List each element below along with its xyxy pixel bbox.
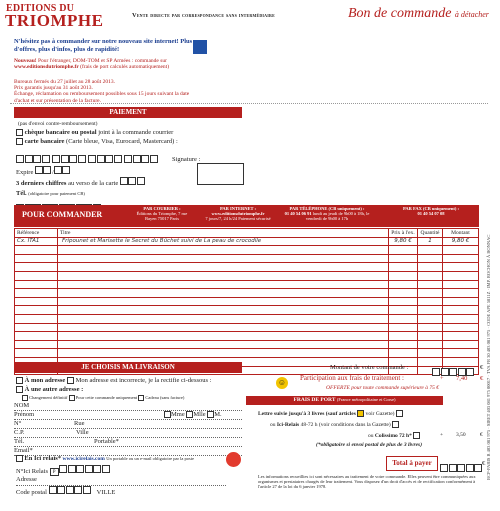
table-cell[interactable] [15, 254, 58, 263]
table-cell[interactable] [443, 280, 479, 289]
table-row [15, 332, 479, 341]
table-cell[interactable] [443, 297, 479, 306]
colissimo-checkbox[interactable] [413, 432, 420, 439]
colissimo-label: Colissimo 72 h* [374, 432, 412, 439]
table-cell[interactable] [58, 349, 389, 358]
order-only-checkbox[interactable] [69, 395, 75, 401]
tel-label2: Tél. [14, 438, 25, 445]
table-cell[interactable] [389, 349, 418, 358]
colissimo-value: 3,50 [456, 432, 466, 438]
table-cell[interactable] [15, 332, 58, 341]
signature-box[interactable] [197, 163, 244, 185]
cvv-row [16, 177, 145, 188]
table-cell[interactable] [443, 246, 479, 255]
smiley-icon: ☺ [277, 378, 287, 387]
row-qty[interactable]: 1 [418, 237, 443, 246]
table-cell[interactable] [15, 280, 58, 289]
intro-internet: N'hésitez pas à commander sur notre nouveau site internet! Plus d'offres, plus d'infos, plus de rapidité! [14, 38, 193, 53]
table-cell[interactable] [15, 263, 58, 272]
relais-option-row [270, 421, 399, 428]
logo-line1: EDITIONS DU [6, 3, 75, 14]
row-price[interactable]: 9,80 € [389, 237, 418, 246]
address-form [14, 402, 242, 456]
mail-info [132, 207, 192, 221]
relais-checkbox[interactable] [16, 455, 23, 462]
table-cell[interactable] [443, 349, 479, 358]
expiry-row [16, 166, 71, 177]
table-cell[interactable] [58, 340, 389, 349]
table-row [15, 263, 479, 272]
phone-info [282, 207, 372, 221]
check-label: chèque bancaire ou postal [24, 129, 97, 136]
table-cell[interactable] [15, 349, 58, 358]
table-row [15, 237, 479, 246]
table-cell[interactable] [389, 263, 418, 272]
signature-label: Signature : [172, 156, 201, 163]
other-address-label: À une autre adresse : [24, 386, 84, 393]
city-field[interactable] [14, 429, 242, 438]
table-row [15, 254, 479, 263]
relais-logo-icon [226, 452, 241, 467]
col-qty: Quantité [418, 229, 443, 238]
table-cell[interactable] [443, 314, 479, 323]
row-title[interactable]: Fripounet et Marisette le Secret du Bûchet suivi de La peau de crocodile [58, 237, 389, 246]
or-label-2: ou [368, 432, 374, 439]
address-type-row [22, 395, 184, 401]
card-checkbox[interactable] [16, 138, 23, 145]
tel-note: (obligatoire pour paiement CB) [28, 191, 85, 196]
intro-notes [14, 79, 204, 104]
shipping-heading [246, 396, 443, 405]
col-ref: Référence [15, 229, 58, 238]
table-cell[interactable] [443, 289, 479, 298]
table-cell[interactable] [443, 271, 479, 280]
table-cell[interactable] [418, 297, 443, 306]
table-cell[interactable] [389, 323, 418, 332]
nom-field[interactable] [14, 402, 242, 411]
table-cell[interactable] [418, 280, 443, 289]
email-label: Email* [14, 447, 33, 454]
handling-value: 7,40 [456, 375, 468, 382]
order-table-body [15, 237, 479, 375]
table-row [15, 289, 479, 298]
letter-note: voir Gazette) [365, 410, 395, 417]
civ-mlle: Mlle [193, 411, 206, 418]
order-only-label: Pour cette commande uniquement [75, 395, 138, 401]
phone-number: 01 40 54 06 91 [284, 210, 312, 216]
table-cell[interactable] [58, 263, 389, 272]
handling-offered: OFFERTE pour toute commande supérieure à 75 € [326, 385, 439, 391]
card-rest: (Carte bleue, Visa, Eurocard, Mastercard) : [66, 138, 178, 145]
civility-options[interactable] [164, 411, 222, 419]
novelty-text: Pour l'étranger, DOM-TOM et SP Armées : commande sur [38, 58, 167, 64]
ville2-label: VILLE [96, 489, 116, 496]
table-cell[interactable] [15, 289, 58, 298]
table-cell[interactable] [15, 297, 58, 306]
table-cell[interactable] [418, 289, 443, 298]
table-row [15, 271, 479, 280]
civ-mme: Mme [171, 411, 185, 418]
table-cell[interactable] [58, 280, 389, 289]
table-cell[interactable] [418, 314, 443, 323]
fax-number: 01 40 54 07 08 [417, 210, 445, 216]
table-row [15, 306, 479, 315]
my-address-row[interactable] [16, 377, 211, 385]
table-row [15, 314, 479, 323]
mail-address: Éditions du Triomphe, 7 rue Bayen 75017 Paris [136, 210, 188, 221]
table-cell[interactable] [443, 323, 479, 332]
relais-note: Un portable ou un e-mail obligatoire par la poste [106, 455, 194, 461]
table-row [15, 323, 479, 332]
table-cell[interactable] [389, 332, 418, 341]
table-cell[interactable] [389, 314, 418, 323]
table-cell[interactable] [418, 271, 443, 280]
relais-no-field[interactable]: P [50, 468, 111, 475]
letter-row [258, 410, 403, 417]
side-legal-text: BCP-PARIS B 403 081 975 · SIRET 403 081 975 00017 · TVA FR 30 403 081 975 · CODE APE 5811Z · IMP. ROCHON À BONNAC [486, 234, 491, 480]
delivery-heading: JE CHOISIS MA LIVRAISON [14, 362, 242, 373]
currency-4: € [482, 460, 486, 467]
table-cell[interactable] [15, 340, 58, 349]
check-checkbox[interactable] [16, 129, 23, 136]
relais-label: En Ici relais* [24, 454, 62, 462]
row-amount[interactable]: 9,80 € [443, 237, 479, 246]
table-cell[interactable] [389, 254, 418, 263]
check-option[interactable] [16, 129, 173, 137]
table-cell[interactable] [389, 340, 418, 349]
website-link[interactable]: www.editionsdutriomphe.fr [14, 64, 79, 71]
portable-label: Portable* [94, 438, 119, 445]
order-amount-field[interactable] [432, 363, 475, 381]
colissimo-sign: + [440, 432, 444, 438]
total-label: Total à payer [392, 459, 432, 467]
row-ref[interactable]: Cx. ITA1 [15, 237, 58, 246]
letter-checkbox[interactable] [396, 410, 403, 417]
other-address-row[interactable] [16, 386, 83, 394]
ville-label: Ville [76, 429, 89, 436]
table-cell[interactable] [15, 323, 58, 332]
table-cell[interactable] [15, 306, 58, 315]
incorrect-checkbox[interactable] [67, 377, 74, 384]
card-label: carte bancaire [24, 138, 65, 145]
table-cell[interactable] [389, 289, 418, 298]
my-address-label: À mon adresse [24, 377, 66, 384]
relais-no-row[interactable] [16, 465, 226, 476]
my-address-checkbox[interactable] [16, 377, 23, 384]
internet-info [202, 207, 274, 221]
table-cell[interactable] [389, 306, 418, 315]
currency-3: € [480, 432, 483, 438]
table-row [15, 246, 479, 255]
letter-icon [357, 410, 364, 417]
order-table [14, 228, 479, 375]
incorrect-label: Mon adresse est incorrecte, je la rectifie ci-dessous : [75, 377, 212, 384]
relais-address-field[interactable] [16, 476, 226, 486]
website-note: (frais de port calculés automatiquement) [80, 64, 170, 71]
table-cell[interactable] [58, 332, 389, 341]
order-heading: POUR COMMANDER [22, 210, 103, 219]
by-mail: PAR COURRIER : [143, 206, 181, 211]
prices-note: Prix garantis jusqu'au 31 août 2013. [14, 85, 93, 92]
relais-row[interactable] [16, 455, 194, 462]
check-rest: joint à la commande courrier [98, 129, 174, 136]
novelty-label: Nouveau! [14, 58, 37, 64]
table-cell[interactable] [58, 297, 389, 306]
table-cell[interactable] [15, 246, 58, 255]
relais-no-label: N°Ici Relais [16, 468, 49, 475]
mandatory-note: (*obligatoire si envoi postal de plus de 3 livres) [316, 442, 423, 448]
cvv-label: 3 derniers chiffres [16, 180, 67, 187]
qr-code-icon [193, 40, 207, 54]
order-table-header [15, 229, 479, 238]
intro-novelty [14, 58, 199, 70]
relais-option-time: 48-72 h (voir conditions dans la Gazette) [300, 421, 391, 428]
col-amount: Montant [443, 229, 479, 238]
by-internet: PAR INTERNET : [219, 206, 257, 211]
adresse-label: Adresse [16, 476, 37, 483]
code-postal-field[interactable] [49, 489, 92, 496]
cut-line [10, 103, 488, 104]
relais-city-row[interactable] [16, 486, 226, 495]
payment-heading: PAIEMENT [14, 107, 242, 118]
page-title [348, 6, 489, 22]
rue-label: Rue [74, 420, 85, 427]
table-cell[interactable] [443, 254, 479, 263]
table-row [15, 297, 479, 306]
order-amount-label: Montant de votre commande : [330, 364, 409, 371]
table-cell[interactable] [15, 314, 58, 323]
table-cell[interactable] [418, 332, 443, 341]
table-cell[interactable] [58, 254, 389, 263]
cp-label: C.P. [14, 429, 25, 436]
table-cell[interactable] [58, 323, 389, 332]
page-title-suffix: à détacher [454, 10, 489, 19]
table-cell[interactable] [443, 340, 479, 349]
tel-label: Tél. [16, 190, 27, 197]
shipping-title: FRAIS DE PORT [293, 397, 336, 403]
relais-form [16, 465, 226, 495]
currency-2: € [480, 375, 484, 382]
letter-label: Lettre suivie jusqu'à 3 livres (sauf articles [258, 410, 356, 417]
exchange-note: Échange, réclamation ou remboursement possibles sous 15 jours suivant la date d'achat et sur présentation de la facture. [14, 91, 190, 104]
table-cell[interactable] [443, 263, 479, 272]
table-cell[interactable] [418, 254, 443, 263]
colissimo-row [368, 432, 420, 439]
table-cell[interactable] [15, 271, 58, 280]
page-title-text: Bon de commande [348, 6, 452, 21]
prenom-field[interactable] [14, 411, 242, 420]
phone-field[interactable] [14, 438, 242, 447]
table-cell[interactable] [58, 314, 389, 323]
no-label: N° [14, 420, 22, 427]
by-fax: PAR FAX (CB uniquement) : [402, 206, 460, 211]
civ-m: M. [214, 411, 222, 418]
handling-label: Participation aux frais de traitement : [300, 374, 404, 382]
expiry-field[interactable] [35, 169, 71, 176]
tagline: Vente directe par correspondance sans intermédiaire [132, 12, 275, 19]
relais-option-checkbox[interactable] [392, 421, 399, 428]
table-cell[interactable] [418, 340, 443, 349]
other-address-checkbox[interactable] [16, 386, 23, 393]
table-cell[interactable] [418, 246, 443, 255]
relais-site[interactable]: www.icirelais.com [62, 455, 105, 462]
table-cell[interactable] [389, 280, 418, 289]
payment-no-cod: (pas d'envoi contre-remboursement) [18, 121, 98, 127]
table-row [15, 340, 479, 349]
logo-line2: TRIOMPHE [5, 11, 104, 30]
change-def-checkbox[interactable] [22, 395, 28, 401]
table-cell[interactable] [443, 332, 479, 341]
table-cell[interactable] [389, 271, 418, 280]
table-cell[interactable] [58, 271, 389, 280]
table-cell[interactable] [418, 263, 443, 272]
table-cell[interactable] [58, 306, 389, 315]
card-option[interactable] [16, 138, 178, 146]
expiry-label: Expire [16, 169, 34, 176]
shipping-note: (France métropolitaine et Corse) [336, 397, 396, 402]
phone-hours: lundi au jeudi de 9h00 à 18h, le vendredi de 9h00 à 17h [305, 210, 370, 221]
handling-sign: + [440, 375, 444, 382]
table-cell[interactable] [58, 289, 389, 298]
street-field[interactable] [14, 420, 242, 429]
closed-note: Bureaux fermés du 27 juillet au 28 août 2013. [14, 79, 115, 85]
table-cell[interactable] [389, 297, 418, 306]
or-label-1: ou [270, 421, 276, 428]
table-cell[interactable] [389, 246, 418, 255]
table-row [15, 280, 479, 289]
gift-label: Cadeau (sans facture) [145, 395, 185, 401]
tel-row [16, 190, 85, 198]
table-cell[interactable] [418, 323, 443, 332]
internet-note: 7 jours/7, 24 h/24 Paiement sécurisé [205, 215, 271, 221]
col-price: Prix à l'ex. [389, 229, 418, 238]
code-postal-label: Code postal [16, 489, 47, 496]
col-title: Titre [58, 229, 389, 238]
change-def-label: Changement définitif [29, 395, 68, 401]
cvv-field[interactable] [120, 180, 146, 187]
table-row [15, 349, 479, 358]
internet-address[interactable]: www.editionsdutriomphe.fr [211, 210, 265, 216]
table-cell[interactable] [418, 349, 443, 358]
footer-legal: Les informations recueillies ici sont nécessaires au traitement de votre commande. Elles peuvent être communiquées aux organismes et prestataires chargés de leur traitement. Vous disposez d'un droit d'accès et de rectification conformément à l'article 27 de la loi du 6 janvier 1978. [258, 474, 476, 489]
gift-checkbox[interactable] [138, 395, 144, 401]
total-label-box [386, 456, 438, 471]
prenom-label: Prénom [14, 411, 35, 418]
by-phone: PAR TÉLÉPHONE (CB uniquement) : [289, 206, 365, 211]
table-cell[interactable] [443, 306, 479, 315]
table-cell[interactable] [58, 246, 389, 255]
currency-1: € [480, 364, 484, 371]
order-banner [14, 205, 479, 227]
relais-option-label: Ici-Relais [276, 421, 300, 428]
nom-label: NOM [14, 402, 30, 409]
cvv-rest: au verso de la carte [68, 180, 119, 187]
table-cell[interactable] [418, 306, 443, 315]
fax-info [386, 207, 476, 217]
